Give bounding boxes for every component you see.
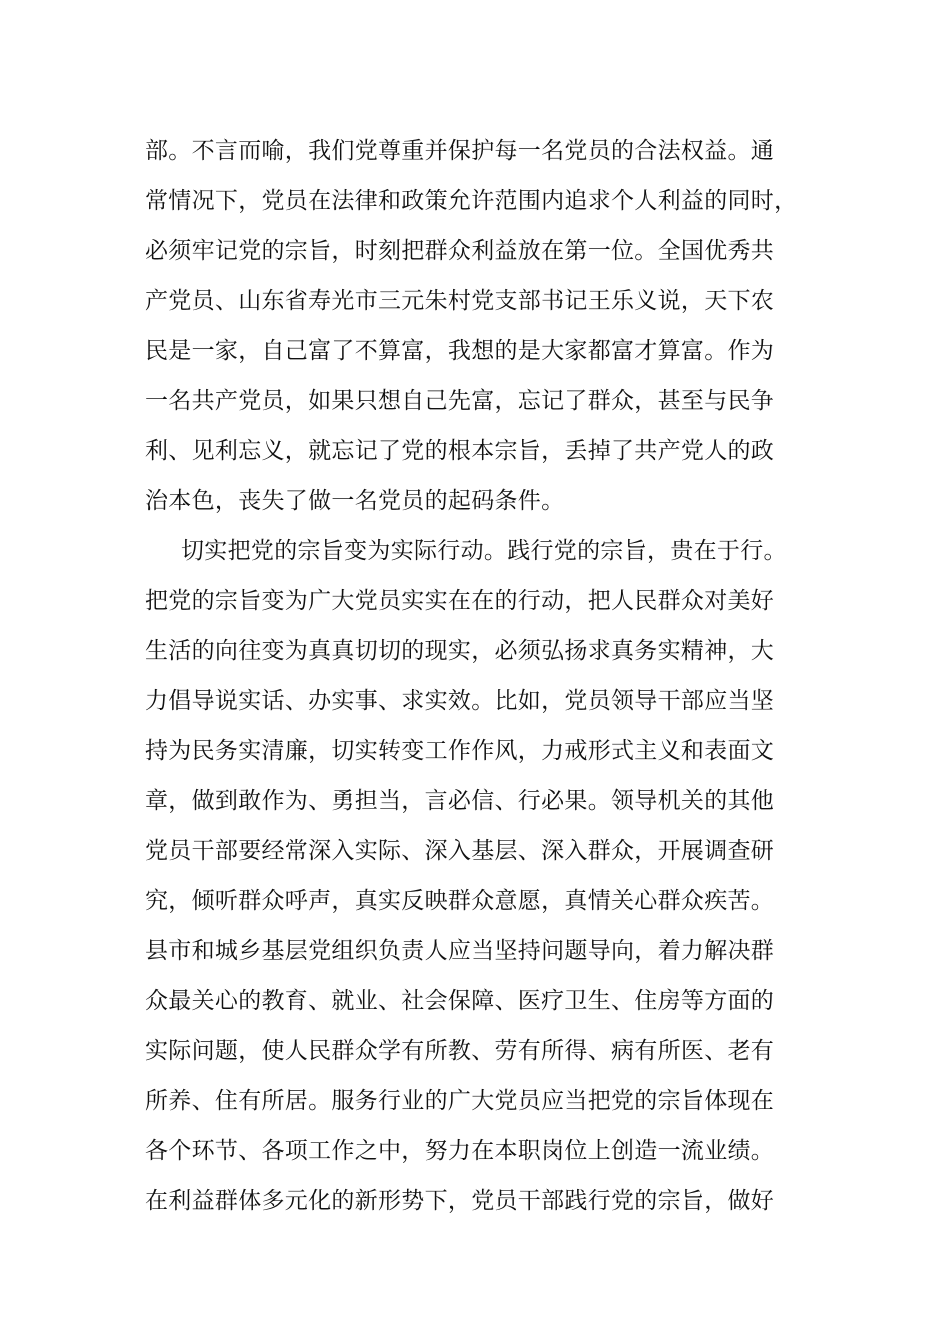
text-line: 常情况下，党员在法律和政策允许范围内追求个人利益的同时， xyxy=(145,188,798,214)
text-line: 究，倾听群众呼声，真实反映群众意愿，真情关心群众疾苦。 xyxy=(145,888,775,914)
text-line: 必须牢记党的宗旨，时刻把群众利益放在第一位。全国优秀共 xyxy=(145,238,775,264)
text-line: 力倡导说实话、办实事、求实效。比如，党员领导干部应当坚 xyxy=(145,688,775,714)
text-line: 利、见利忘义，就忘记了党的根本宗旨，丢掉了共产党人的政 xyxy=(145,438,775,464)
text-line: 民是一家，自己富了不算富，我想的是大家都富才算富。作为 xyxy=(145,338,775,364)
text-line: 持为民务实清廉，切实转变工作作风，力戒形式主义和表面文 xyxy=(145,738,775,764)
text-line: 所养、住有所居。服务行业的广大党员应当把党的宗旨体现在 xyxy=(145,1088,775,1114)
text-line: 把党的宗旨变为广大党员实实在在的行动，把人民群众对美好 xyxy=(145,588,775,614)
text-line: 产党员、山东省寿光市三元朱村党支部书记王乐义说，天下农 xyxy=(145,288,775,314)
text-line: 党员干部要经常深入实际、深入基层、深入群众，开展调查研 xyxy=(145,838,775,864)
text-line: 实际问题，使人民群众学有所教、劳有所得、病有所医、老有 xyxy=(145,1038,775,1064)
text-line: 在利益群体多元化的新形势下，党员干部践行党的宗旨，做好 xyxy=(145,1188,775,1214)
text-line: 一名共产党员，如果只想自己先富，忘记了群众，甚至与民争 xyxy=(145,388,775,414)
text-line: 治本色，丧失了做一名党员的起码条件。 xyxy=(145,488,565,514)
body-text xyxy=(145,126,805,1226)
text-line: 部。不言而喻，我们党尊重并保护每一名党员的合法权益。通 xyxy=(145,138,775,164)
text-line: 县市和城乡基层党组织负责人应当坚持问题导向，着力解决群 xyxy=(145,938,775,964)
text-line: 生活的向往变为真真切切的现实，必须弘扬求真务实精神，大 xyxy=(145,638,775,664)
paragraph-first-line: 切实把党的宗旨变为实际行动。践行党的宗旨，贵在于行。 xyxy=(181,538,787,564)
text-line: 众最关心的教育、就业、社会保障、医疗卫生、住房等方面的 xyxy=(145,988,775,1014)
text-line: 各个环节、各项工作之中，努力在本职岗位上创造一流业绩。 xyxy=(145,1138,775,1164)
text-line: 章，做到敢作为、勇担当，言必信、行必果。领导机关的其他 xyxy=(145,788,775,814)
